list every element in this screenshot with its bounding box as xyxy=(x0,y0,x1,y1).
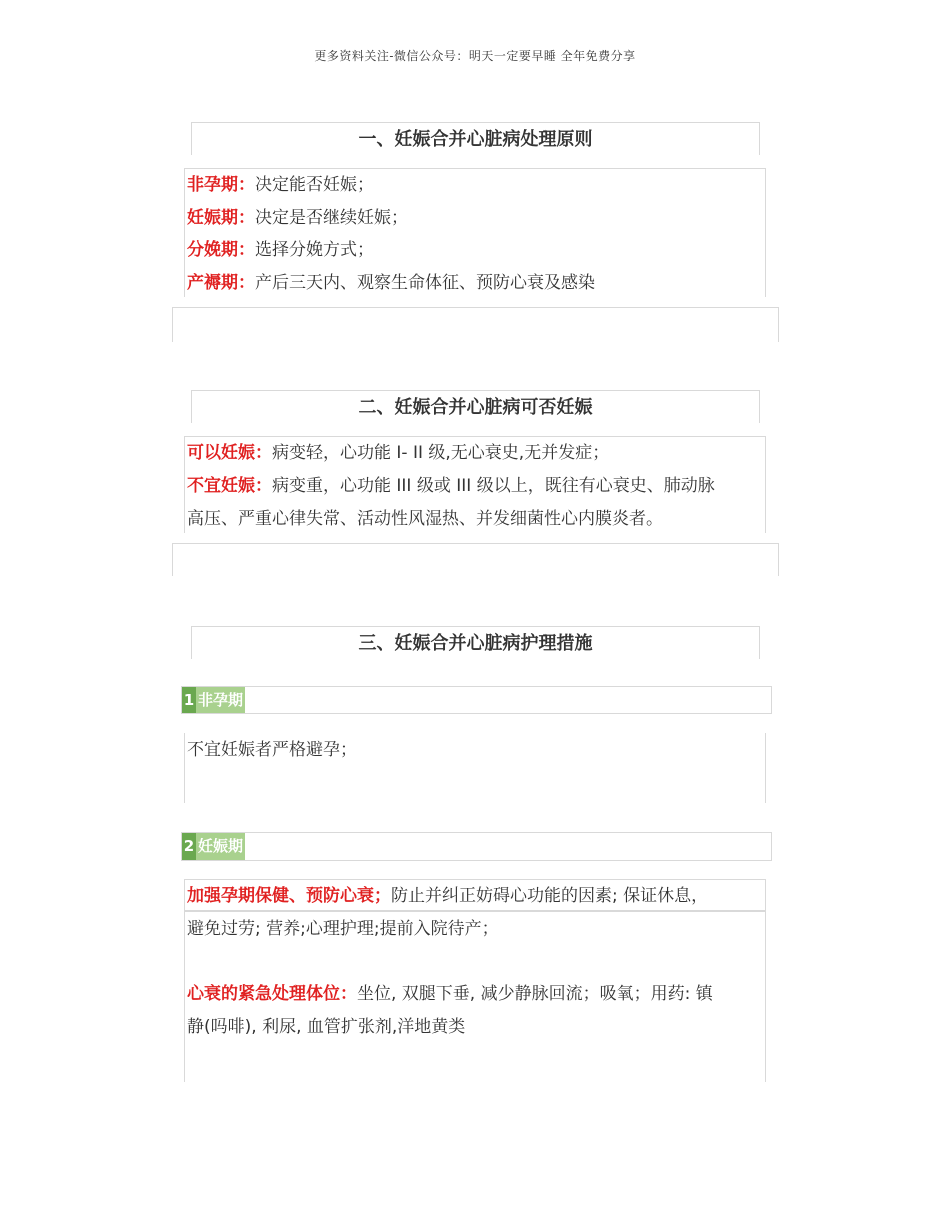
sub2-label-badge: 妊娠期 xyxy=(196,833,245,860)
section1-item-2 xyxy=(187,203,408,228)
p2-text: 坐位, 双腿下垂, 减少静脉回流；吸氧；用药: 镇 xyxy=(357,984,713,1004)
item-label: 非孕期： xyxy=(187,175,255,195)
sub1-label-badge: 非孕期 xyxy=(196,687,245,713)
section3-title-box xyxy=(191,626,760,659)
section1-title-box xyxy=(191,122,760,155)
section1-title: 一、妊娠合并心脏病处理原则 xyxy=(358,129,593,150)
item-text: 决定能否妊娠； xyxy=(255,175,374,195)
item-label: 不宜妊娠： xyxy=(187,476,272,496)
section3-title: 三、妊娠合并心脏病护理措施 xyxy=(358,633,593,654)
sub1-text: 不宜妊娠者严格避孕； xyxy=(187,740,357,760)
item-text: 产后三天内、观察生命体征、预防心衰及感染 xyxy=(255,273,595,293)
sub2-number-badge: 2 xyxy=(182,833,196,860)
item-text: 病变重，心功能 III 级或 III 级以上，既往有心衰史、肺动脉 xyxy=(272,476,715,496)
item-text: 决定是否继续妊娠； xyxy=(255,208,408,228)
sub1-header-box xyxy=(181,686,772,714)
p1-text: 防止并纠正妨碍心功能的因素; 保证休息， xyxy=(391,886,709,906)
section2-item-1 xyxy=(187,438,609,463)
p1-label: 加强孕期保健、预防心衰； xyxy=(187,886,391,906)
sub1-number-badge: 1 xyxy=(182,687,196,713)
sub2-p2 xyxy=(187,979,713,1004)
sub2-p1-cont: 避免过劳; 营养;心理护理;提前入院待产； xyxy=(187,919,499,939)
header-note: 更多资料关注-微信公众号：明天一定要早睡 全年免费分享 xyxy=(314,49,636,63)
section2-title-box xyxy=(191,390,760,423)
item-text: 病变轻，心功能 I- II 级,无心衰史,无并发症； xyxy=(272,443,610,463)
item-label: 产褥期： xyxy=(187,273,255,293)
p2-label: 心衰的紧急处理体位： xyxy=(187,984,357,1004)
section1-item-1 xyxy=(187,170,374,195)
item-label: 可以妊娠： xyxy=(187,443,272,463)
section2-item-2 xyxy=(187,471,715,496)
section2-title: 二、妊娠合并心脏病可否妊娠 xyxy=(358,397,593,418)
section1-item-3 xyxy=(187,235,374,260)
section1-spacer-box xyxy=(172,307,779,342)
sub2-header-box xyxy=(181,832,772,861)
section1-item-4 xyxy=(187,268,595,293)
section2-spacer-box xyxy=(172,543,779,576)
item-text: 选择分娩方式； xyxy=(255,240,374,260)
section2-item-2-cont: 高压、严重心律失常、活动性风湿热、并发细菌性心内膜炎者。 xyxy=(187,509,663,529)
sub2-p2-cont: 静(吗啡), 利尿, 血管扩张剂,洋地黄类 xyxy=(187,1017,466,1037)
item-label: 分娩期： xyxy=(187,240,255,260)
sub2-p1 xyxy=(187,881,708,906)
item-label: 妊娠期： xyxy=(187,208,255,228)
